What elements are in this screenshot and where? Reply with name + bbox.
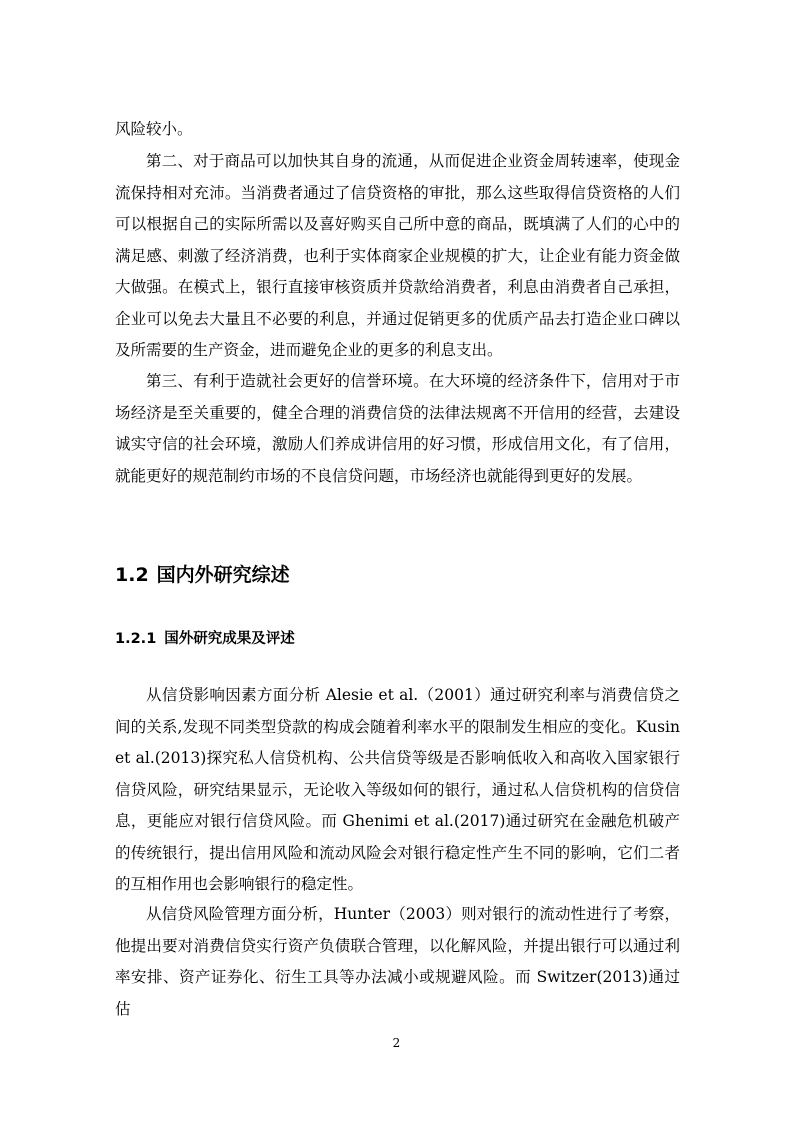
section-number: 1.2 bbox=[115, 564, 149, 586]
paragraph-influencing-factors: 从信贷影响因素方面分析 Alesie et al.（2001）通过研究利率与消费信贷之间的关系,发现不同类型贷款的构成会随着利率水平的限制发生相应的变化。Kusin et al.(2013)探究私人信贷机构、公共信贷等级是否影响低收入和高收入国家银行信贷风险，研究结果显示，无论收入等级如何的银行，通过私人信贷机构的信贷信息，更能应对银行信贷风险。而 Ghenimi et al.(2017)通过研究在金融危机破产的传统银行，提出信用风险和流动风险会对银行稳定性产生不同的影响，它们二者的互相作用也会影响银行的稳定性。 bbox=[115, 686, 680, 893]
section-heading bbox=[115, 561, 290, 589]
paragraph-continuation: 风险较小。 bbox=[115, 120, 193, 138]
page-number: 2 bbox=[392, 1036, 401, 1050]
paragraph-second-point: 第二、对于商品可以加快其自身的流通，从而促进企业资金周转速率，使现金流保持相对充沛。当消费者通过了信贷资格的审批，那么这些取得信贷资格的人们可以根据自己的实际所需以及喜好购买自己所中意的商品，既填满了人们的心中的满足感、刺激了经济消费，也利于实体商家企业规模的扩大，让企业有能力资金做大做强。在模式上，银行直接审核资质并贷款给消费者，利息由消费者自己承担，企业可以免去大量且不必要的利息，并通过促销更多的优质产品去打造企业口碑以及所需要的生产资金，进而避免企业的更多的利息支出。 bbox=[115, 152, 680, 359]
paragraph-risk-management: 从信贷风险管理方面分析，Hunter（2003）则对银行的流动性进行了考察，他提出要对消费信贷实行资产负债联合管理，以化解风险，并提出银行可以通过利率安排、资产证券化、衍生工具等办法减小或规避风险。而 Switzer(2013)通过估 bbox=[115, 905, 680, 1018]
subsection-number: 1.2.1 bbox=[115, 631, 157, 647]
subsection-title: 国外研究成果及评述 bbox=[164, 631, 295, 647]
section-title: 国内外研究综述 bbox=[156, 564, 290, 586]
paragraph-third-point: 第三、有利于造就社会更好的信誉环境。在大环境的经济条件下，信用对于市场经济是至关重要的，健全合理的消费信贷的法律法规离不开信用的经营，去建设诚实守信的社会环境，激励人们养成讲信用的好习惯，形成信用文化，有了信用，就能更好的规范制约市场的不良信贷问题，市场经济也就能得到更好的发展。 bbox=[115, 372, 680, 485]
subsection-heading bbox=[115, 628, 295, 650]
